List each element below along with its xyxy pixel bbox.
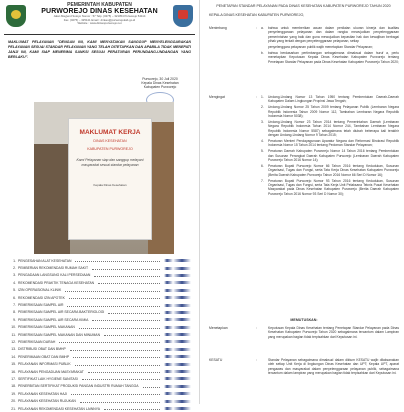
health-department-logo-icon [173,5,193,27]
clause-number: 1. [261,95,264,99]
signature-row-service: IZIN OPERASIONAL KLINIK [18,288,62,293]
letterhead-text [30,2,169,26]
signature-row-number: 4. [13,280,16,285]
dotted-line [104,333,160,336]
signature-row-service: PEMERIKSAAN SAMPEL MAKANAN DAN MINUMAN [18,332,101,337]
section-label: Menetapkan [209,326,228,330]
signature-row [6,375,194,382]
signature-row [6,405,194,412]
clause-number: b. [261,51,264,56]
handwritten-signature-icon [164,281,194,284]
signature-row-number: 14. [11,354,16,359]
department-name: PURWOREJO DINAS KESEHATAN [41,8,158,15]
service-signature-list [6,257,194,412]
signature-row-service: PENERIMAAN OBAT DAN BMHP [18,354,70,359]
handwritten-signature-icon [164,363,194,366]
handwritten-signature-icon [164,392,194,395]
signature-row-service: PENGESAHAN ALAT KESEHATAN [18,258,72,263]
signature-row-number: 21. [11,406,16,411]
signature-row-service: DISTRIBUSI OBAT DAN BMHP [18,347,66,352]
clause-item [261,358,399,375]
signature-row-number: 3. [13,273,16,278]
clause-number [261,326,268,339]
handwritten-signature-icon [164,340,194,343]
signature-row [6,324,194,331]
signature-row-number: 18. [11,384,16,389]
section-label: KESATU [209,358,223,362]
signature-row-service: SERTIFIKAT LAIK HYGIENE SANITASI [18,376,78,381]
clause-text: Peraturan Menteri Pendayagunaan Aparatur Negara dan Reformasi Birokrasi Republik Indonesia Nomor 15 Tahun 2014 tentang Pedoman Standar Pelayanan; [268,139,399,148]
clause-text: Peraturan Bupati Purworejo Nomor 93 Tahun 2016 tentang Kedudukan, Susunan Organisasi, Tugas dan Fungsi, serta Tata Kerja Unit Pelaksana Teknis Pusat Kesehatan Masyarakat pada Dinas Kesehatan Kabupaten Purworejo (Berita Daerah Kabupaten Purworejo Tahun 2016 Nomor 93 Seri D Nomor 30); [268,178,399,196]
clause-number [261,45,268,49]
signature-row-number: 19. [11,391,16,396]
letterhead-website: Website : www.dinkespurworejo.net [77,21,122,26]
signature-row [6,287,194,294]
handwritten-signature-icon [164,259,194,262]
signature-row-number: 1. [13,258,16,263]
clause-item [261,149,399,162]
signature-row-service: PEMERIKSAAN SAMPEL AIR [18,303,64,308]
signature-row-service: PEMERIKSAAN SAMPEL AIR SECARA BAKTERIOLOGI [18,310,105,315]
clause-text: Keputusan Kepala Dinas Kesehatan tentang Penetapan Standar Pelayanan pada Dinas Kesehatan Kabupaten Purworejo Tahun 2020 sebagaimana tercantum dalam Lampiran yang merupakan bagian tidak terpisahkan dari Keputusan ini. [268,326,399,339]
handwritten-signature-icon [164,370,194,373]
signature-row-service: PELAYANAN KESEHATAN HAJI [18,391,68,396]
handwritten-signature-icon [164,400,194,403]
clause-item [261,105,399,118]
handwritten-signature-icon [164,304,194,307]
signature-row [6,279,194,286]
signature-row-number: 2. [13,266,16,271]
signature-row-number: 13. [11,347,16,352]
clause-item [261,51,399,64]
signature-row-service: REKOMENDASI IZIN APOTEK [18,295,65,300]
clause-item [261,164,399,177]
section-colon: : [256,326,257,330]
signature-row [6,264,194,271]
handwritten-signature-icon [164,377,194,380]
sign-title: Kepala Dinas Kesehatan [141,81,179,86]
banner-sub-1: DINAS KESEHATAN [93,139,127,143]
dotted-line [69,296,160,299]
signature-row [6,338,194,345]
dotted-line [71,392,160,395]
service-declaration-text: MAKLUMAT PELAYANAN "DENGAN INI, KAMI MENYATAKAN SANGGUP MENYELENGGARAKAN PELAYANAN SESUAI STANDAR PELAYANAN YANG TELAH DITETAPKAN DAN APABILA TIDAK MENEPATI JANJI INI, KAMI SIAP MENERIMA SANKSI SESUAI PERATURAN PERUNDANG-UNDANGAN YANG BERLAKU". [8,40,191,59]
sign-place-date: Purworejo, 30 Juli 2020 [142,77,178,81]
signature-row-service: PELAYANAN INFORMASI PUBLIK [18,362,71,367]
clause-item [261,120,399,137]
section-items [261,26,399,66]
handwritten-signature-icon [164,407,194,410]
signature-row [6,294,194,301]
handwritten-signature-icon [164,333,194,336]
signature-row-service: PELAYANAN KESEHATAN RUJUKAN [18,399,76,404]
signature-row-service: PEMBERIAN REKOMENDASI RUMAH SAKIT [18,266,89,271]
dotted-line [80,400,160,403]
signature-row-number: 5. [13,288,16,293]
dotted-line [75,259,160,262]
banner-photo [34,102,174,254]
signature-row-number: 11. [11,332,16,337]
clause-number [261,358,268,375]
dotted-line [94,274,160,277]
letterhead-address: Jalan Mayjend Sutoyo Nomor : 57 Telp. (0275) – 321054 Purworejo 54114 [53,14,146,18]
signature-row-service: PENGADAAN LANGSUNG KALI PERSEDIAAN [18,273,91,278]
clause-number: 5. [261,149,264,154]
signature-row [6,390,194,397]
decree-header: PENETAPAN STANDAR PELAYANAN PADA DINAS KESEHATAN KABUPATEN PURWOREJO TAHUN 2020 [216,4,391,8]
section-items [261,95,399,198]
signature-row-number: 6. [13,295,16,300]
signature-row-number: 7. [13,303,16,308]
handwritten-signature-icon [164,385,194,388]
dotted-line [82,377,160,380]
signature-row [6,360,194,367]
dotted-line [79,326,160,329]
section-label: Mengingat [209,95,225,99]
signature-row [6,331,194,338]
signature-row [6,272,194,279]
clause-number: 3. [261,120,264,125]
clause-text: Standar Pelayanan sebagaimana dimaksud dalam diktum KESATU wajib dilaksanakan oleh setiap Unit Kerja di lingkungan Dinas Kesehatan dan UPT; Kepala UPT, aparat pengawas dan masyarakat dalam penyelenggaraan pelayanan publik, sebagaimana tercantum dalam lampiran yang merupakan bagian tidak terpisahkan dari Keputusan ini. [268,358,399,375]
handwritten-signature-icon [164,355,194,358]
dotted-line [73,355,160,358]
handwritten-signature-icon [164,274,194,277]
section-colon: : [256,26,257,30]
dotted-line [88,370,160,373]
sign-region: Kabupaten Purworejo [143,85,177,90]
dotted-line [75,363,160,366]
signature-row-number: 10. [11,325,16,330]
signature-row [6,353,194,360]
clause-text: Undang-Undang Nomor 23 Tahun 2014 tentang Pemerintahan Daerah (Lembaran Negara Republik Indonesia Tahun 2014 Nomor 244, Tambahan Lembaran Negara Republik Indonesia Nomor 5587) sebagaimana telah diubah beberapa kali terakhir dengan Undang-Undang Nomor 9 Tahun 2015; [268,120,399,137]
banner-body: Kami Pelayanan siap dan sanggup melayani masyarakat sesuai standar pelayanan [76,158,144,167]
clause-item [261,45,399,49]
section-colon: : [256,358,257,362]
banner-sub-2: KABUPATEN PURWOREJO [87,146,133,151]
government-name: PEMERINTAH KABUPATEN [67,2,132,8]
clause-number: 2. [261,105,264,110]
clause-item [261,179,399,196]
section-memutuskan [209,318,399,322]
handwritten-signature-icon [164,326,194,329]
banner-title: MAKLUMAT KERJA [79,129,141,136]
section-items [261,326,399,341]
handwritten-signature-icon [164,289,194,292]
handwritten-signature-icon [164,296,194,299]
clause-text: bahwa untuk memberikan acuan dalam penilaian ukuran kinerja dan kualitas penyelenggaraan pelayanan dan dalam rangka mewujudkan penyelenggaraan pemerintahan yang baik dan guna mewujudkan kepastian hak dan kewajiban berbagai pihak yang terkait dengan penyelenggaraan pelayanan, setiap [268,26,399,43]
signature-row-service: PELAYANAN REKOMENDASI KESEHATAN LAINNYA [18,406,101,411]
clause-number: 6. [261,164,264,169]
dotted-line [92,318,160,321]
maklumat-banner [68,118,152,240]
section-colon: : [256,95,257,99]
signature-row [6,383,194,390]
signature-row [6,309,194,316]
dotted-line [108,311,160,314]
handwritten-signature-icon [164,311,194,314]
signature-row-service: PEMERIKSAAN SAMPEL MAKANAN [18,325,75,330]
photo-shelf [34,144,70,254]
signature-row [6,397,194,404]
dotted-line [67,304,160,307]
banner-foot: Kepala Dinas Kesehatan [93,183,127,188]
signature-row [6,346,194,353]
handwritten-signature-icon [164,267,194,270]
dotted-line [92,267,160,270]
dotted-line [65,289,160,292]
clause-item [261,26,399,43]
dotted-line [59,340,160,343]
signature-row-service: PEMERIKSAAN SAMPEL AIR SECARA KIMIA [18,317,89,322]
right-document-page [203,0,404,404]
clause-item [261,326,399,339]
clause-item [261,139,399,148]
clause-text: Undang-Undang Nomor 25 Tahun 2009 tentang Pelayanan Publik (Lembaran Negara Republik Indonesia Tahun 2009 Nomor 112, Tambahan Lembaran Negara Republik Indonesia Nomor 5038); [268,105,399,118]
signature-row-service: PENERBITAN SERTIFIKAT PRODUKSI PANGAN INDUSTRI RUMAH TANGGA [18,384,139,389]
signature-row-service: PELAYANAN PENGADUAN MASYARAKAT [18,369,84,374]
regency-emblem-icon [6,5,26,27]
clause-number: 4. [261,139,264,144]
dotted-line [104,407,160,410]
signature-row [6,316,194,323]
signature-row-number: 15. [11,362,16,367]
handwritten-signature-icon [164,348,194,351]
clause-text: bahwa berdasarkan pertimbangan sebagaimana dimaksud dalam huruf a, perlu menetapkan Keputusan Kepala Dinas Kesehatan Kabupaten Purworejo tentang Penetapan Standar Pelayanan pada Dinas Kesehatan Kabupaten Purworejo Tahun 2020; [268,51,399,64]
clause-text: Peraturan Daerah Kabupaten Purworejo Nomor 14 Tahun 2016 tentang Pembentukan dan Susunan Perangkat Daerah Kabupaten Purworejo (Lembaran Daerah Kabupaten Purworejo Tahun 2016 Nomor 14); [268,149,399,163]
clause-text: Peraturan Bupati Purworejo Nomor 66 Tahun 2016 tentang Kedudukan, Susunan Organisasi, Tugas dan Fungsi, serta Tata Kerja Dinas Kesehatan Kabupaten Purworejo (Berita Daerah Kabupaten Purworejo Tahun 2016 Nomor 66 Seri D Nomor 16); [268,164,399,177]
signature-row-number: 9. [13,317,16,322]
clause-number: 7. [261,178,264,183]
signature-row-number: 17. [11,376,16,381]
clause-text: Undang-Undang Nomor 13 Tahun 1950 tentang Pembentukan Daerah-Daerah Kabupaten Dalam Lingkungan Propinsi Jawa Tengah; [268,95,399,104]
signature-row-number: 8. [13,310,16,315]
signature-row-number: 20. [11,399,16,404]
signature-row [6,301,194,308]
memutuskan-label: MEMUTUSKAN: [290,318,318,322]
decree-subheader: KEPALA DINAS KESEHATAN KABUPATEN PURWOREJO, [209,12,305,17]
signature-row [6,257,194,264]
left-document-page [0,0,200,411]
clause-number: a. [261,26,264,30]
signature-row-service: REKOMENDASI PRAKTIK TENAGA KESEHATAN [18,280,95,285]
signature-row-number: 16. [11,369,16,374]
dotted-line [70,348,160,351]
section-items [261,358,399,377]
dotted-line [98,281,160,284]
section-label: Menimbang [209,26,227,30]
dotted-line [143,385,160,388]
handwritten-signature-icon [164,318,194,321]
clause-text: penyelenggara pelayanan publik wajib menetapkan Standar Pelayanan; [268,44,373,49]
clause-item [261,95,399,104]
letterhead [4,0,195,35]
signature-row-service: PEMERIKSAAN DARAH [18,339,56,344]
signature-row [6,368,194,375]
signature-row-number: 12. [11,339,16,344]
letterhead-contact: Fax. (0275) – 325141 Email : dinkes@purworejokab.go.id [63,17,136,22]
